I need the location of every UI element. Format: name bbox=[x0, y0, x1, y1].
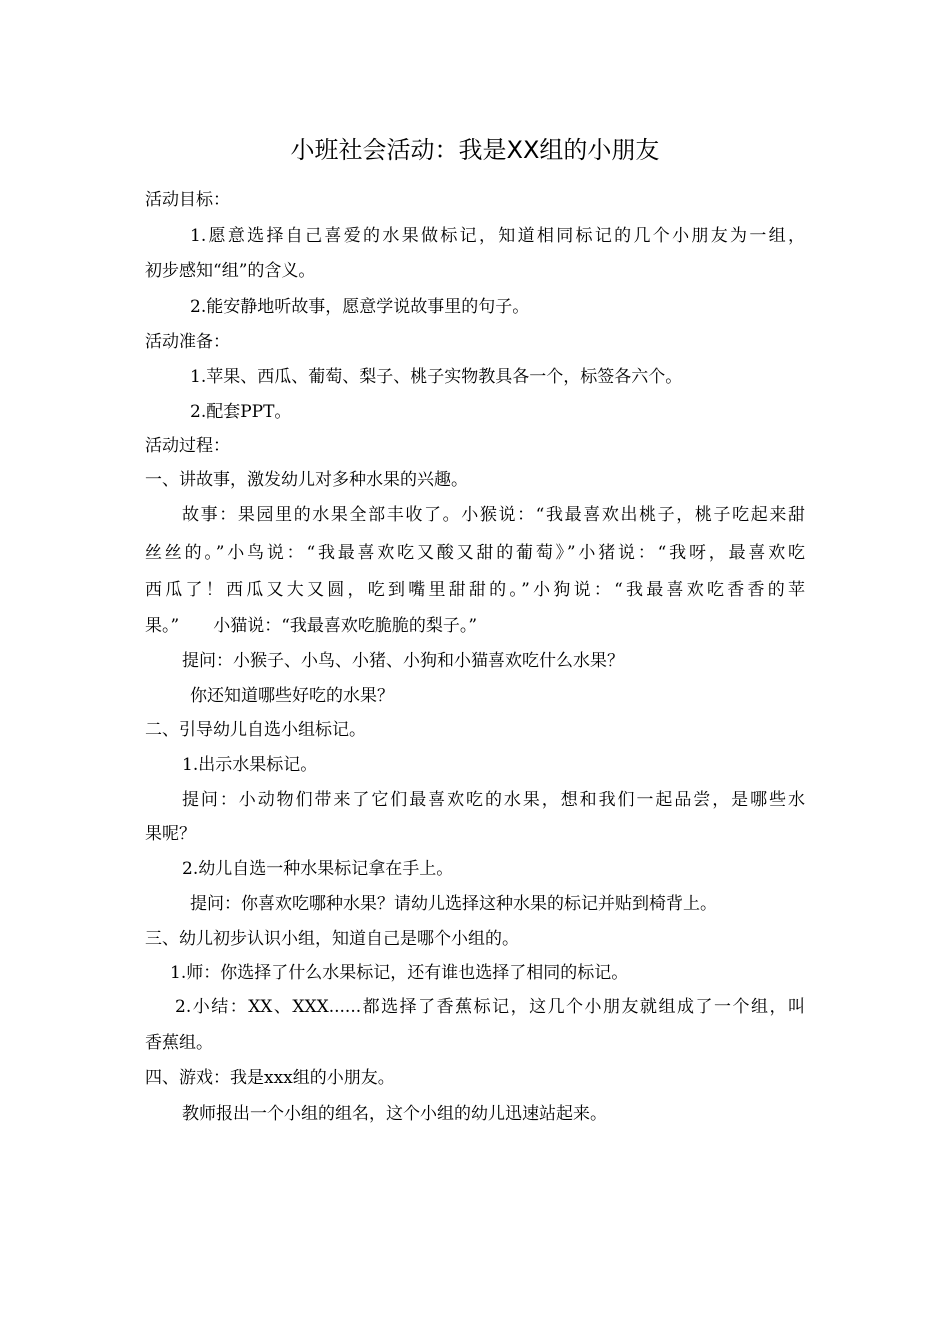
section-2-question-line-2: 果呢？ bbox=[145, 824, 196, 844]
section-2-question-line-1: 提问：小动物们带来了它们最喜欢吃的水果，想和我们一起品尝，是哪些水 bbox=[182, 790, 805, 810]
story-line-3: 西瓜了！西瓜又大又圆，吃到嘴里甜甜的。”小狗说：“我最喜欢吃香香的苹 bbox=[145, 580, 805, 600]
story-line-4: 果。” 小猫说：“我最喜欢吃脆脆的梨子。” bbox=[145, 616, 478, 636]
goal-1-line-1: 1.愿意选择自己喜爱的水果做标记，知道相同标记的几个小朋友为一组， bbox=[190, 226, 805, 246]
preparation-1: 1.苹果、西瓜、葡萄、梨子、桃子实物教具各一个，标签各六个。 bbox=[190, 367, 683, 387]
heading-process: 活动过程： bbox=[145, 436, 230, 456]
preparation-2: 2.配套PPT。 bbox=[190, 402, 292, 422]
heading-preparation: 活动准备： bbox=[145, 332, 230, 352]
section-2-step-2: 2.幼儿自选一种水果标记拿在手上。 bbox=[182, 859, 454, 879]
section-4-description: 教师报出一个小组的组名，这个小组的幼儿迅速站起来。 bbox=[182, 1104, 607, 1124]
goal-1-line-2: 初步感知“组”的含义。 bbox=[145, 261, 316, 281]
question-2: 你还知道哪些好吃的水果？ bbox=[190, 686, 394, 706]
story-line-2: 丝丝的。”小鸟说：“我最喜欢吃又酸又甜的葡萄》”小猪说：“我呀，最喜欢吃 bbox=[145, 543, 805, 563]
question-1: 提问：小猴子、小鸟、小猪、小狗和小猫喜欢吃什么水果？ bbox=[182, 651, 624, 671]
section-4-heading: 四、游戏：我是xxx组的小朋友。 bbox=[145, 1068, 395, 1088]
section-1-heading: 一、讲故事，激发幼儿对多种水果的兴趣。 bbox=[145, 470, 468, 490]
section-3-heading: 三、幼儿初步认识小组，知道自己是哪个小组的。 bbox=[145, 929, 519, 949]
goal-2: 2.能安静地听故事，愿意学说故事里的句子。 bbox=[190, 297, 530, 317]
section-3-summary-line-1: 2.小结：XX、XXX......都选择了香蕉标记，这几个小朋友就组成了一个组，叫 bbox=[175, 997, 805, 1017]
document-title: 小班社会活动：我是XX组的小朋友 bbox=[290, 136, 660, 164]
section-3-step-1: 1.师：你选择了什么水果标记，还有谁也选择了相同的标记。 bbox=[170, 963, 629, 983]
story-line-1: 故事：果园里的水果全部丰收了。小猴说：“我最喜欢出桃子，桃子吃起来甜 bbox=[182, 505, 805, 525]
section-3-summary-line-2: 香蕉组。 bbox=[145, 1033, 213, 1053]
section-2-heading: 二、引导幼儿自选小组标记。 bbox=[145, 720, 366, 740]
heading-goals: 活动目标： bbox=[145, 190, 230, 210]
section-2-question-2: 提问：你喜欢吃哪种水果？请幼儿选择这种水果的标记并贴到椅背上。 bbox=[190, 894, 717, 914]
section-2-step-1: 1.出示水果标记。 bbox=[182, 755, 318, 775]
